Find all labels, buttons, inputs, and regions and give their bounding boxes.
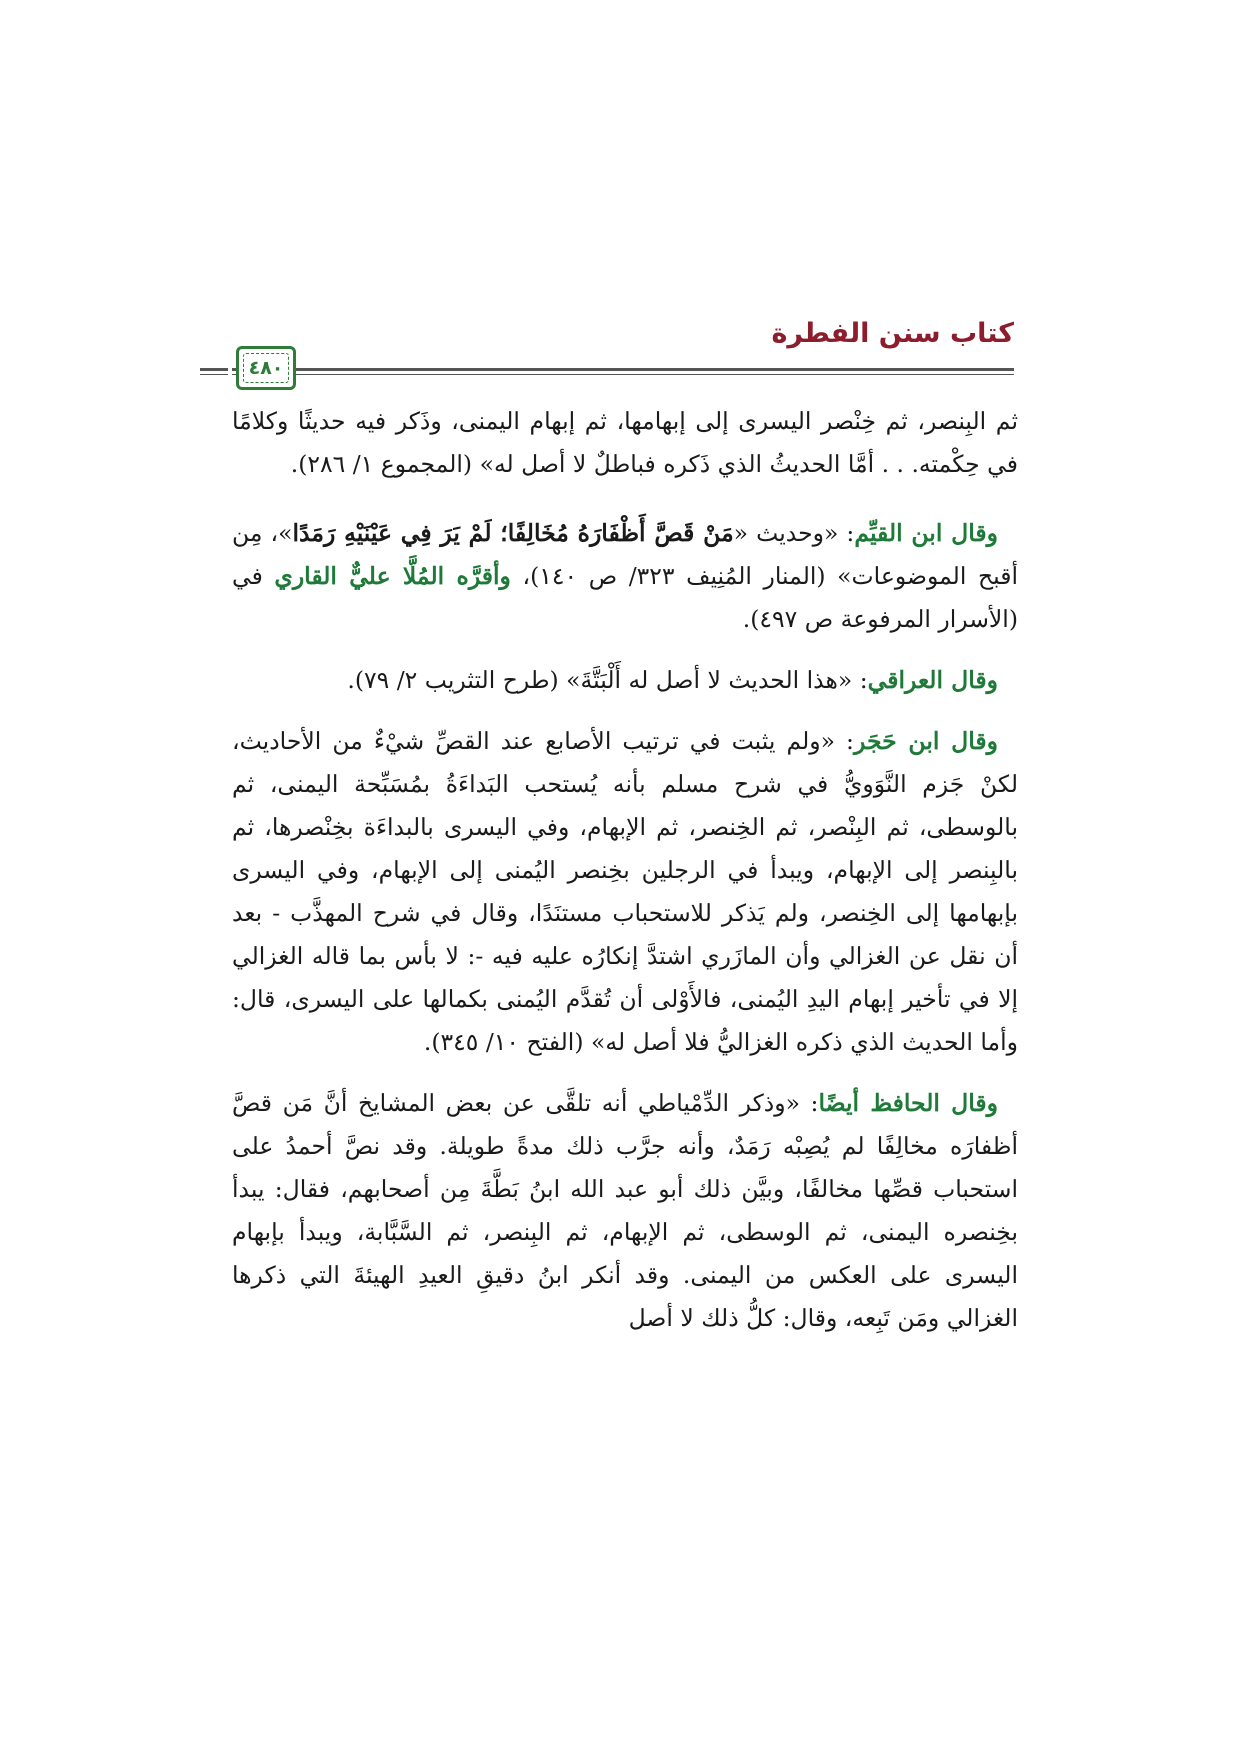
hadith-quote: مَنْ قَصَّ أَظْفَارَهُ مُخَالِفًا؛ لَمْ يَرَ فِي عَيْنَيْهِ رَمَدًا — [292, 519, 734, 547]
paragraph-text: : «وذكر الدِّمْياطي أنه تلقَّى عن بعض المشايخ أنَّ مَن قصَّ أظفارَه مخالِفًا لم يُصِبْه رَمَدٌ، وأنه جرَّب ذلك مدةً طويلة. وقد نصَّ أحمدُ على استحباب قصِّها مخالفًا، وبيَّن ذلك أبو عبد الله ابنُ بَطَّةَ مِن أصحابهم، فقال: يبدأ بخِنصره اليمنى، ثم الوسطى، ثم الإبهام، ثم البِنصر، ثم السَّبَّابة، ويبدأ بإبهام اليسرى على العكس من اليمنى. وقد أنكر ابنُ دقيقِ العيدِ الهيئةَ التي ذكرها الغزالي ومَن تَبِعه، وقال: كلُّ ذلك لا أصل — [232, 1089, 1018, 1332]
paragraph-text: : «ولم يثبت في ترتيب الأصابع عند القصِّ شيْءٌ من الأحاديث، لكنْ جَزم النَّوَويُّ في شرح مسلم بأنه يُستحب البَداءَةُ بمُسَبِّحة اليمنى، ثم بالوسطى، ثم البِنْصر، ثم الخِنصر، ثم الإبهام، وفي اليسرى بالبداءَة بخِنْصرها، ثم بالبِنصر إلى الإبهام، ويبدأ في الرجلين بخِنصر اليُمنى إلى الإبهام، وفي اليسرى بإبهامها إلى الخِنصر، ولم يَذكر للاستحباب مستنَدًا، وقال في شرح المهذَّب - بعد أن نقل عن الغزالي وأن المازَري اشتدَّ إنكارُه عليه فيه -: لا بأس بما قاله الغزالي إلا في تأخير إبهام اليدِ اليُمنى، فالأَوْلى أن تُقدَّم اليُمنى بكمالها على اليسرى، قال: وأما الحديث الذي ذكره الغزاليُّ فلا أصل له» (الفتح ١٠/ ٣٤٥). — [232, 727, 1018, 1056]
paragraph-text: »، مِن أقبح الموضوعات» (المنار المُنِيف ٣٢٣/ ص ١٤٠)، — [232, 519, 1018, 590]
scholar-name: وقال ابن حَجَر — [853, 727, 998, 755]
paragraph-text: : «هذا الحديث لا أصل له أَلْبَتَّةَ» (طرح التثريب ٢/ ٧٩). — [347, 666, 868, 694]
page-number: ٤٨٠ — [248, 357, 284, 379]
paragraph — [232, 400, 1018, 486]
scholar-name: وقال ابن القيِّم — [854, 519, 998, 547]
scholar-name: وقال العراقي — [867, 666, 998, 694]
scholar-name: وقال الحافظ أيضًا — [818, 1089, 998, 1117]
paragraph — [232, 1082, 1018, 1340]
page-header — [232, 318, 1014, 392]
scholar-name: وأقرَّه المُلَّا عليٌّ القاري — [274, 562, 511, 590]
paragraph — [232, 659, 1018, 702]
header-rule — [232, 368, 1014, 371]
header-rule-left — [200, 368, 228, 371]
paragraph-text: في (الأسرار المرفوعة ص ٤٩٧). — [232, 562, 1018, 633]
paragraph — [232, 720, 1018, 1064]
paragraph-text: ثم البِنصر، ثم خِنْصر اليسرى إلى إبهامها، ثم إبهام اليمنى، وذَكر فيه حديثًا وكلامًا في حِكْمته. . . أمَّا الحديثُ الذي ذَكره فباطلٌ لا أصل له» (المجموع ١/ ٢٨٦). — [232, 407, 1018, 478]
header-rule-left-thin — [200, 374, 228, 375]
page-number-badge — [236, 346, 296, 390]
header-rule-thin — [232, 374, 1014, 375]
paragraph-text: : «وحديث « — [733, 519, 855, 547]
book-title: كتاب سنن الفطرة — [771, 318, 1014, 349]
paragraph — [232, 512, 1018, 641]
page-body — [232, 400, 1018, 1340]
